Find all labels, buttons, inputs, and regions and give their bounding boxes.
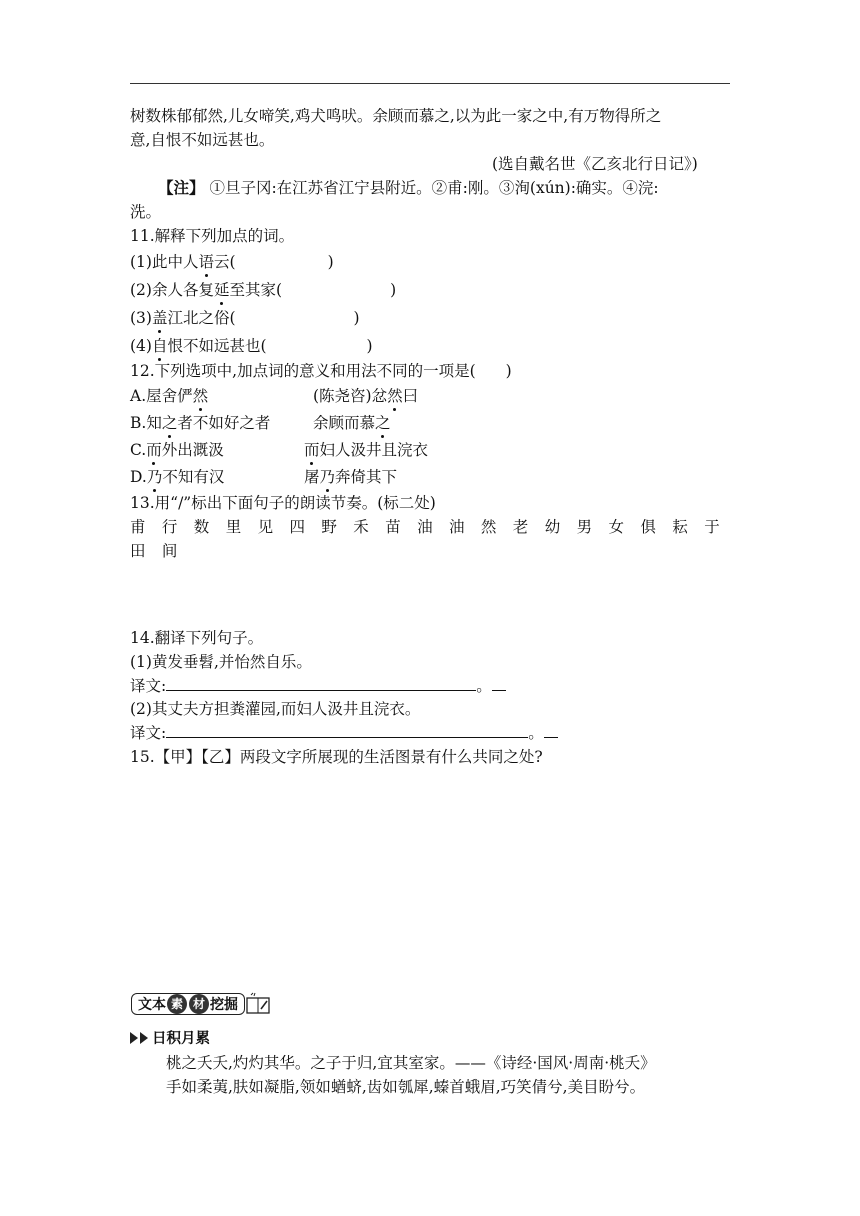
emphasis-dot: 自 bbox=[152, 334, 168, 356]
passage-source: (选自戴名世《乙亥北行日记》) bbox=[492, 155, 698, 173]
q14-sentence-2: (2)其丈夫方担粪灌园,而妇人汲井且浣衣。 bbox=[130, 700, 421, 718]
answer-blank[interactable] bbox=[166, 722, 528, 738]
q14-answer-2: 译文: 。 bbox=[130, 721, 558, 743]
passage-line-1: 树数株郁郁然,儿女啼笑,鸡犬鸣吠。余顾而慕之,以为此一家之中,有万物得所之 bbox=[130, 107, 662, 125]
q12-title: 12.下列选项中,加点词的意义和用法不同的一项是( ) bbox=[130, 362, 512, 380]
q12-option-b-b: 余顾而慕之 bbox=[313, 411, 391, 433]
note-text: ①旦子冈:在江苏省江宁县附近。②甫:刚。③洵(xún):确实。④浣: bbox=[209, 179, 659, 197]
accumulation-line-1: 桃之夭夭,灼灼其华。之子于归,宜其室家。——《诗经·国风·周南·桃夭》 bbox=[166, 1054, 656, 1072]
q14-sentence-1: (1)黄发垂髫,并怡然自乐。 bbox=[130, 653, 312, 671]
accumulation-line-2: 手如柔荑,肤如凝脂,领如蝤蛴,齿如瓠犀,螓首蛾眉,巧笑倩兮,美目盼兮。 bbox=[166, 1078, 646, 1096]
q12-option-d-b: 屠乃奔倚其下 bbox=[304, 465, 397, 487]
section-heading: 日积月累 bbox=[130, 1027, 210, 1048]
emphasis-dot: 乃 bbox=[147, 465, 163, 487]
badge-circle-char: 材 bbox=[189, 994, 209, 1014]
double-arrow-icon bbox=[130, 1032, 138, 1044]
emphasis-dot: 之 bbox=[375, 411, 391, 433]
emphasis-dot: 而 bbox=[146, 438, 162, 460]
section-badge bbox=[131, 992, 273, 1016]
q12-option-d: D.乃不知有汉 bbox=[130, 465, 224, 487]
emphasis-dot: 然 bbox=[193, 384, 209, 406]
q14-title: 14.翻译下列句子。 bbox=[130, 629, 264, 647]
emphasis-dot: 盖 bbox=[152, 306, 168, 328]
q13-sentence-line-1: 甫行数里见四野禾苗油油然老幼男女俱耘于 bbox=[130, 518, 737, 536]
q11-item-1: (1)此中人语云( ) bbox=[130, 250, 334, 272]
q11-item-4: (4)自恨不如远甚也( ) bbox=[130, 334, 373, 356]
q14-answer-1: 译文: 。 bbox=[130, 674, 506, 696]
q12-option-c: C.而外出溉汲 bbox=[130, 438, 224, 460]
q11-item-2: (2)余人各复延至其家( ) bbox=[130, 278, 396, 300]
note-label: 【注】 bbox=[158, 178, 205, 197]
passage-line-2: 意,自恨不如远甚也。 bbox=[130, 131, 275, 149]
book-pencil-icon bbox=[243, 992, 273, 1016]
emphasis-dot: 之 bbox=[162, 411, 178, 433]
emphasis-dot: 乃 bbox=[320, 465, 336, 487]
section-badge-box: 文本 素 材 挖掘 bbox=[131, 993, 245, 1015]
q11-title: 11.解释下列加点的词。 bbox=[130, 227, 295, 245]
emphasis-dot: 语 bbox=[198, 250, 214, 272]
answer-blank[interactable] bbox=[166, 675, 476, 691]
q12-option-c-b: 而妇人汲井且浣衣 bbox=[304, 438, 428, 460]
top-rule bbox=[130, 83, 730, 84]
q15-title: 15.【甲】【乙】两段文字所展现的生活图景有什么共同之处? bbox=[130, 748, 543, 766]
q13-sentence-line-2: 田间 bbox=[130, 542, 194, 560]
q12-option-a: A.屋舍俨然 bbox=[130, 384, 208, 406]
q13-title: 13.用“/”标出下面句子的朗读节奏。(标二处) bbox=[130, 494, 436, 512]
q11-item-3: (3)盖江北之俗( ) bbox=[130, 306, 360, 328]
badge-circle-char: 素 bbox=[167, 994, 187, 1014]
emphasis-dot: 然 bbox=[387, 384, 403, 406]
emphasis-dot: 延 bbox=[214, 278, 230, 300]
q12-option-a-b: (陈尧咨)忿然曰 bbox=[313, 384, 418, 406]
q12-option-b: B.知之者不如好之者 bbox=[130, 411, 270, 433]
emphasis-dot: 而 bbox=[304, 438, 320, 460]
note bbox=[158, 176, 659, 198]
note-text-2: 洗。 bbox=[130, 203, 162, 221]
